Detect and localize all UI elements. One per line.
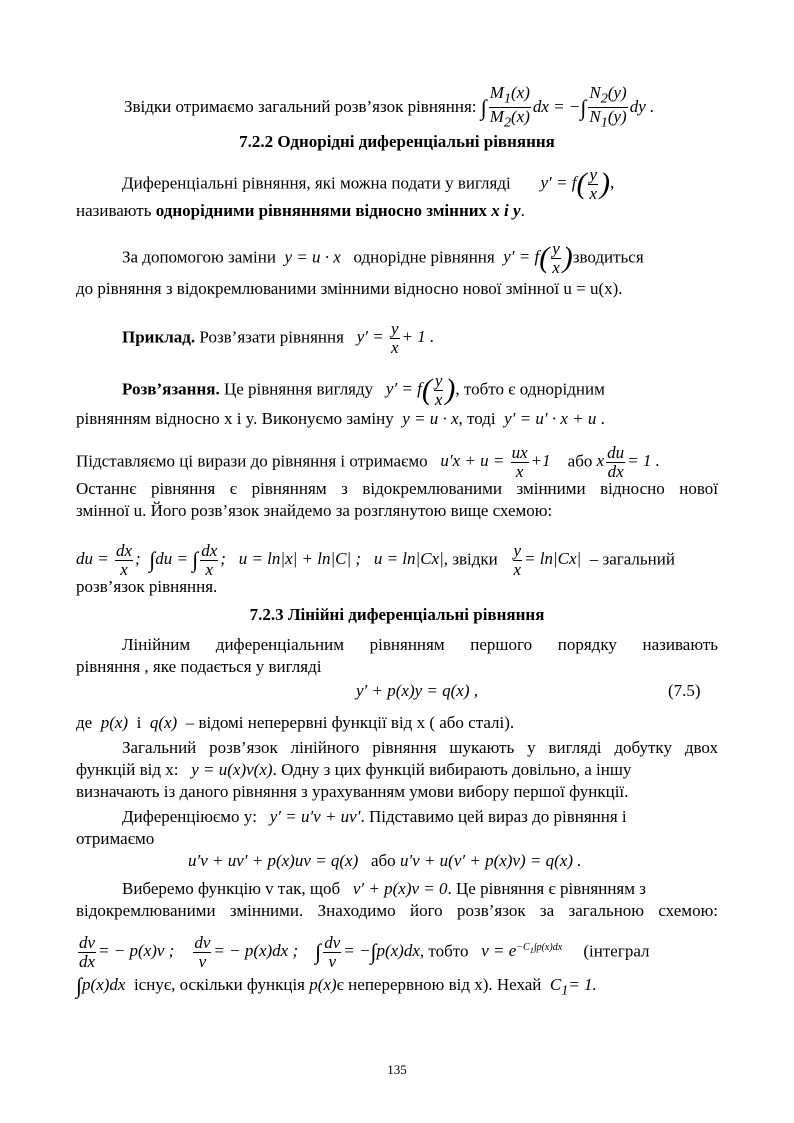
line-product [76, 759, 718, 781]
solution-intro [76, 372, 718, 409]
line-where [76, 712, 718, 734]
text: і [136, 713, 142, 732]
formula-general-solution: ∫ $\frac{M_1(x)}{M_2(x)}$ dx = −∫ $\frac{N_2(y)}{N_1(y)}$ dy . [480, 83, 655, 131]
paragraph-general-solution: Загальний розв’язок лінійного рівняння шукають у вигляді добутку двох [122, 738, 718, 757]
line-determine: визначають із даного рівняння з урахуванням умови вибору першої функції. [76, 782, 629, 801]
formula-px: p(x) [100, 713, 129, 732]
text: рівнянням відносно x і y. Виконуємо заміну [76, 409, 394, 428]
paragraph-linear-def: Лінійним диференціальним рівнянням першого порядку називають [122, 635, 718, 654]
text: , тоді [458, 409, 496, 428]
text: Диференціюємо y: [122, 807, 257, 826]
text: є неперервною від x). Нехай [336, 975, 542, 994]
text: однорідне рівняння [353, 247, 495, 267]
text: , тобто є однорідним [455, 379, 605, 399]
text: Це рівняння вигляду [219, 379, 374, 399]
bold-vars: x і y [491, 201, 521, 220]
line-substituting [76, 444, 718, 481]
heading-7-2-2: 7.2.2 Однорідні диференціальні рівняння [239, 132, 555, 151]
line-integration [76, 542, 718, 579]
formula-v-steps: $\frac{dv}{dx}$ = − p(x)v ; $\frac{dv}{v}$ = − p(x)dx ; ∫ $\frac{dv}{v}$ = −∫p(x)dx [79, 933, 420, 971]
text: існує, оскільки функція [133, 975, 305, 994]
formula-y-prime-uv: y′ = u′v + uv′ [269, 807, 361, 826]
formula-substituted-1: u′v + uv′ + p(x)uv = q(x) [188, 851, 359, 870]
text: (інтеграл [583, 941, 650, 961]
line-separable: відокремлюваними змінними. Знаходимо його розв’язок за загальною схемою: [76, 901, 718, 920]
text: . Підставимо цей вираз до рівняння і [360, 807, 627, 826]
text: Підставляємо ці вирази до рівняння і отримаємо [76, 451, 428, 471]
formula-v-exp: $v = e^{-C_1\int p(x)dx}$ [481, 941, 563, 961]
example [76, 320, 718, 357]
formula-qx: q(x) [149, 713, 178, 732]
formula-y-prime-f-2: y′ = f( $\frac{y}{x}$ ) [503, 239, 573, 277]
paragraph-linear-def-2: рівняння , яке подається у вигляді [76, 657, 322, 676]
line-v-solution [76, 934, 718, 971]
text: або [567, 451, 593, 471]
formula-general: $\frac{y}{x}$ = ln|Cx| [513, 541, 582, 579]
formula-px-2: p(x) [309, 975, 337, 994]
paragraph-separable-result [124, 84, 724, 132]
bold-term: однорідними рівняннями відносно змінних [155, 201, 492, 220]
formula-y-prime-f: y′ = f( $\frac{y}{x}$ ), [540, 165, 615, 203]
line-solution-scheme: змінної u. Його розв’язок знайдемо за розглянутою вище схемою: [76, 501, 553, 520]
line-last-equation: Останнє рівняння є рівнянням з відокремлюваними змінними відносно нової [76, 479, 718, 498]
line-differentiate [76, 806, 718, 828]
text: називають [76, 201, 156, 220]
paragraph-substitution-2: до рівняння з відокремлюваними змінними відносно нової змінної u = u(x). [76, 279, 623, 298]
text: , звідки [443, 549, 498, 569]
example-label: Приклад. [122, 327, 196, 347]
paragraph-homogeneous-def-2: називають однорідними рівняннями відносно змінних x і y. [76, 201, 525, 220]
formula-c1: $C_1= 1$. [549, 975, 597, 999]
formula-y-prime-expansion: y′ = u′ · x + u [504, 409, 597, 428]
equation-number: (7.5) [668, 681, 701, 700]
heading-7-2-3: 7.2.3 Лінійні диференціальні рівняння [249, 605, 545, 624]
page-number: 135 [387, 1062, 407, 1077]
text: функцій від x: [76, 760, 179, 779]
line-substituted-equation [188, 850, 581, 872]
paragraph-homogeneous-def [76, 166, 718, 203]
text: зводиться [572, 247, 644, 267]
text: , тобто [419, 941, 469, 961]
formula-y-uv: y = u(x)v(x) [191, 760, 273, 779]
formula-ux-plus-u: u′x + u = $\frac{ux}{x}$ +1 [440, 443, 551, 481]
line-choose-v [76, 878, 718, 900]
formula-y-ux: y = u · x [284, 247, 341, 267]
text: Звідки отримаємо загальний розв’язок рівняння: [124, 96, 477, 116]
line-general-solution: розв’язок рівняння. [76, 577, 218, 596]
line-integral-exists [76, 974, 718, 1001]
line-substitution: рівнянням відносно x і y. Виконуємо заміну y = u · x, тоді y′ = u′ · x + u . [76, 409, 605, 428]
formula-substituted-2: u′v + u(v′ + p(x)v) = q(x) . [399, 851, 582, 870]
text: . Одну з цих функцій вибирають довільно, а іншу [272, 760, 632, 779]
paragraph-substitution [76, 240, 718, 277]
formula-example: y′ = $\frac{y}{x}$ + 1 . [356, 319, 435, 357]
formula-v-condition: v′ + p(x)v = 0 [352, 879, 448, 898]
formula-y-ux-2: y = u · x [402, 409, 459, 428]
text: або [370, 851, 396, 870]
formula-x-du-dx: x $\frac{du}{dx}$ = 1 . [596, 443, 660, 481]
formula-integral-p: ∫p(x)dx [76, 973, 126, 999]
formula-y-prime-f-3: y′ = f( $\frac{y}{x}$ ) [385, 371, 456, 409]
text: де [76, 713, 93, 732]
text: Виберемо функцію v так, щоб [122, 879, 341, 898]
formula-linear-equation: y′ + p(x)y = q(x) , [356, 681, 478, 700]
text: Диференціальні рівняння, які можна подати у вигляді [122, 173, 511, 193]
text: – відомі неперервні функції від x ( або сталі). [185, 713, 515, 732]
text: За допомогою заміни [122, 247, 276, 267]
text: – загальний [589, 549, 675, 569]
text: Розв’язати рівняння [195, 327, 344, 347]
text: . Це рівняння є рівнянням з [447, 879, 646, 898]
solution-label: Розв’язання. [122, 379, 220, 399]
line-obtain: отримаємо [76, 829, 155, 848]
formula-integration-steps: du = $\frac{dx}{x}$ ; ∫du = ∫ $\frac{dx}{x}$ ; u = ln|x| + ln|C| ; u = ln|Cx| [76, 541, 444, 579]
